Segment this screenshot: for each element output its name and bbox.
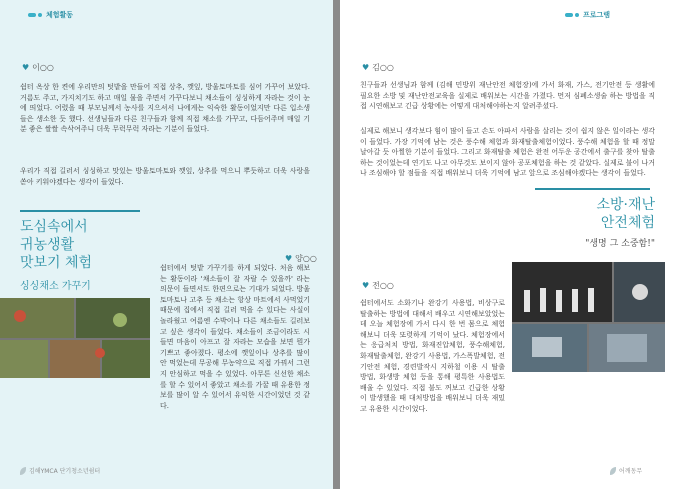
left-footer — [20, 466, 100, 475]
left-paragraph-2: 우리가 직접 길러서 싱싱하고 맛있는 방울토마토와 깻잎, 상추를 먹으니 뿌듯하고 더욱 사랑을 쏟아 키워야겠다는 생각이 들었다. — [20, 167, 310, 186]
right-paragraph-1: 친구들과 선생님과 함께 (김해 민방위 재난안전 체험장)에 가서 화재, 가스, 전기안전 등 생활에 필요한 소방 및 재난안전교육을 실제로 배워보는 시간을 가졌다. 먼저 심폐소생술 하는 방법을 직접 시연해보고 긴급 상황에는 어떻게 대처해야하는지 알려주셨다. — [360, 81, 655, 111]
right-footer — [610, 466, 642, 475]
heart-icon: ♥ — [285, 254, 293, 263]
right-author-1 — [362, 62, 394, 73]
left-page — [0, 0, 333, 489]
heart-icon: ♥ — [362, 281, 370, 290]
right-header — [565, 10, 610, 20]
right-header-label: 프로그램 — [583, 11, 611, 19]
left-section-subtitle: 싱싱채소 가꾸기 — [20, 281, 91, 292]
header-dots-icon — [565, 13, 579, 17]
left-header — [28, 10, 73, 20]
garden-photo-collage — [0, 298, 150, 378]
left-paragraph-3: 쉼터에서 텃밭 가꾸기를 하게 되었다. 처음 해보는 활동이라 '채소들이 잘 자랄 수 있을까' 라는 의문이 들면서도 한편으로는 기대가 되었다. 방울토마토나 고추 등 채소는 항상 마트에서 사먹었기 때문에 집에서 직접 길러 먹을 수 있다는 사실이 놀라웠고 여름엔 수박이나 다른 채소들도 길러보고 싶은 생각이 들었다. 채소들이 조금이라도 시들면 마음이 아프고 잘 자라는 모습을 보면 뭔가 기쁘고 좋아졌다. 평소에 깻잎이나 상추를 많이 안 먹었는데 무공해 무농약으로 직접 가꿔서 그런지 안심하고 먹을 수 있었다. 아무튼 신선한 채소를 할 수 있어서 좋았고 채소를 가꿀 때 유용한 정보를 많이 알 수 있어서 유익한 시간이었던 것 같다. — [160, 264, 310, 410]
leaf-icon — [20, 467, 26, 475]
safety-photo-image — [512, 262, 665, 372]
left-paragraph-1: 쉼터 옥상 한 켠에 우리만의 텃밭을 만들어 직접 상추, 깻잎, 방울토마토를 심어 가꾸어 보았다. 거름도 주고, 가지치기도 하고 매일 물을 주면서 가꾸다보니 채소들이 싱싱하게 자라는 것이 눈에 띄었다. 어렸을 때 부모님께서 농사를 지으셔서 나에게는 익숙한 활동이었지만 다른 입소생들은 생소한 듯 했다. 선생님들과 다른 친구들과 함께 직접 채소를 가꾸고, 다듬어주며 매일 기분 좋은 쌀쌀 속삭여주니 더욱 무럭무럭 자라는 기분이 들었다. — [20, 83, 310, 134]
garden-photo-image — [0, 298, 150, 378]
right-footer-label: 어깨동무 — [619, 468, 643, 475]
right-section-title: 소방·재난 안전체험 — [596, 197, 655, 231]
leaf-icon — [610, 467, 616, 475]
right-author-2 — [362, 280, 394, 291]
left-footer-label: 김해YMCA 단기청소년쉼터 — [29, 468, 101, 475]
left-author-1-name: 이○○ — [32, 63, 54, 72]
left-author-1 — [22, 62, 54, 73]
safety-photo-collage — [512, 262, 665, 372]
heart-icon: ♥ — [22, 63, 30, 72]
left-title-rule — [20, 210, 140, 212]
right-page — [340, 0, 673, 489]
header-dots-icon — [28, 13, 42, 17]
right-paragraph-3: 쉼터에서도 소화기나 완강기 사용법, 비상구로 탈출하는 방법에 대해서 배우고 시연해보았었는데 오늘 체험장에 가서 다시 한 번 몸으로 체험해보니 더욱 또렷하게 기억이 났다. 체험장에서는 응급처치 방법, 화재진압체험, 풍수해체험, 화재탈출체험, 완강기 사용법, 가스폭발체험, 전기안전 체험, 경련발작시 지하철 이용 시 탈출 방법, 화생방 체험 등을 통해 평특한 사용법도 배울 수 있었다. 직접 불도 꺼보고 긴급한 상황이 발생했을 때 대처방법을 배워보니 더욱 재밌고 유용한 시간이었다. — [360, 299, 505, 413]
left-section-title: 도심속에서 귀농생활 맛보기 체험 — [20, 219, 93, 271]
right-paragraph-2: 실제로 해보니 생각보다 힘이 많이 들고 손도 아파서 사람을 살리는 것이 쉽지 않은 일이라는 생각이 들었다. 가장 기억에 남는 것은 풍수해 체험과 화재탈출체험이었다. 풍수해 체험을 할 때 정말 날아갈 듯 아찔한 기분이 들었다. 그리고 화재탈출 체험은 완전 어두운 공간에서 출구를 찾아 탈출하는 것이었는데 연기도 나고 아무것도 보이지 않아 공포체험을 하는 것 같았다. 실제로 불이 나거나 조심해야 할 점들을 직접 배워보니 더욱 기억에 남고 앞으로 조심해야겠다는 생각이 들었다. — [360, 127, 655, 178]
left-header-label: 체험활동 — [46, 11, 74, 19]
right-author-2-name: 전○○ — [372, 281, 394, 290]
left-author-2-name: 양○○ — [295, 254, 317, 263]
right-author-1-name: 김○○ — [372, 63, 394, 72]
right-title-rule — [535, 188, 650, 190]
heart-icon: ♥ — [362, 63, 370, 72]
right-section-subtitle: "생명 그 소중함!" — [585, 239, 655, 249]
page-gutter — [333, 0, 340, 489]
